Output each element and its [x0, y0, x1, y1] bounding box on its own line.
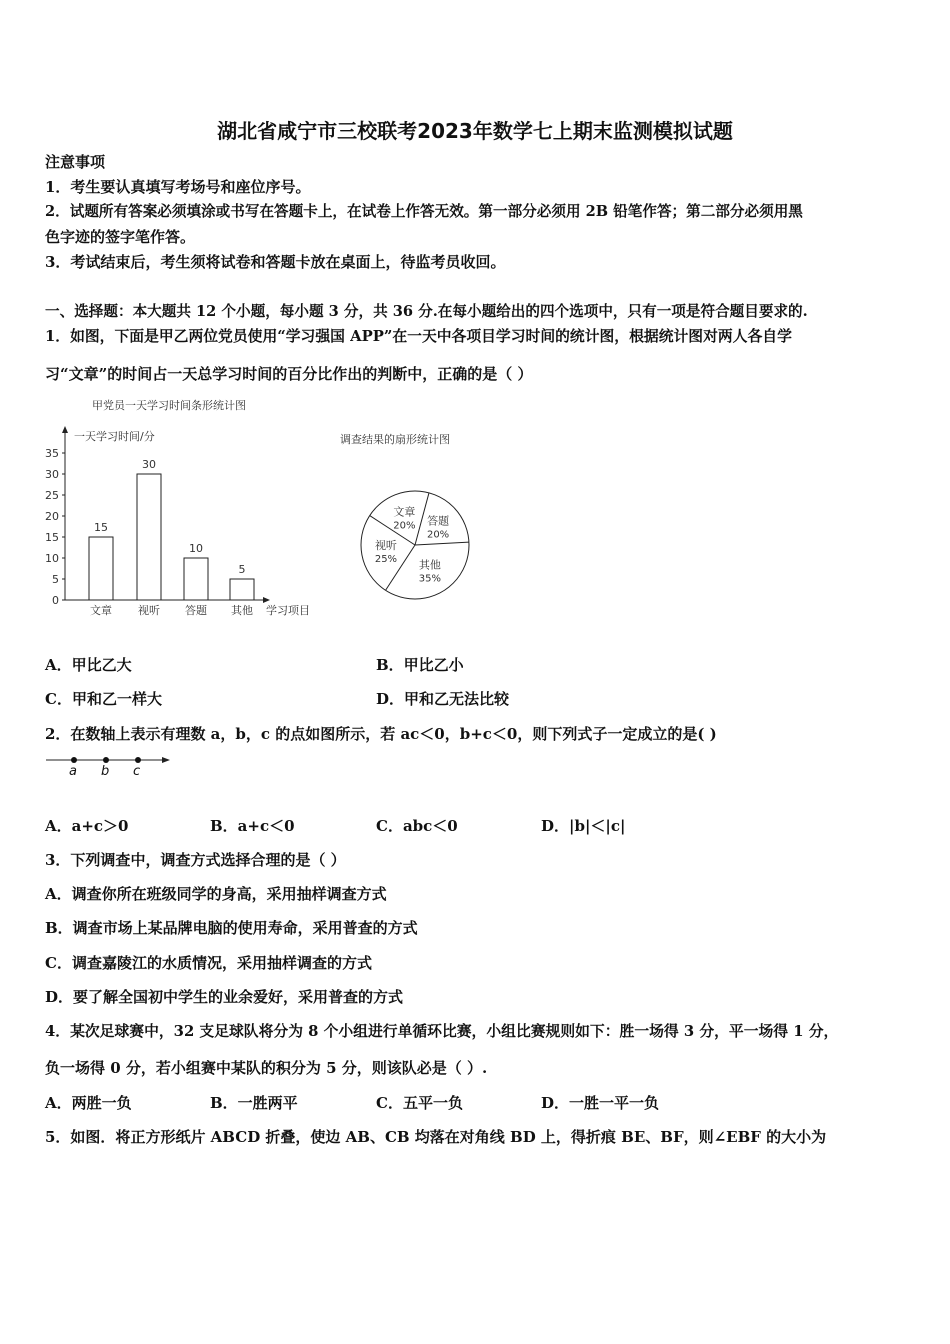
x-tick-label: 其他 [231, 604, 253, 617]
number-line [44, 750, 174, 780]
q5-stem: 5．如图．将正方形纸片 ABCD 折叠，使边 AB、CB 均落在对角线 BD 上，得折痕 BE、BF，则∠EBF 的大小为 [45, 1128, 827, 1146]
pie-slice-label: 答题 [427, 514, 450, 528]
q4-option-d: D．一胜一平一负 [541, 1094, 660, 1112]
q2-stem: 2．在数轴上表示有理数 a，b，c 的点如图所示，若 ac＜0，b+c＜0，则下列式子一定成立的是( ) [45, 725, 717, 743]
notice-heading: 注意事项 [45, 153, 106, 171]
x-tick-label: 答题 [185, 604, 207, 617]
y-axis-arrow [62, 426, 68, 433]
q1-option-b: B．甲比乙小 [376, 656, 464, 674]
section-heading: 一、选择题：本大题共 12 个小题，每小题 3 分，共 36 分.在每小题给出的四个选项中，只有一项是符合题目要求的. [45, 303, 808, 320]
bar-value-label: 5 [238, 563, 246, 576]
pie-slice-pct: 35% [418, 573, 441, 585]
bar [184, 558, 208, 600]
notice-item: 色字迹的签字笔作答。 [45, 228, 196, 246]
bar-chart-ylabel: 一天学习时间/分 [74, 430, 155, 443]
notice-item: 3．考试结束后，考生须将试卷和答题卡放在桌面上，待监考员收回。 [45, 253, 506, 271]
q2-option-b: B．a+c＜0 [210, 817, 295, 835]
pie-chart [355, 485, 475, 605]
y-tick-label: 35 [45, 447, 59, 460]
q3-option-a: A．调查你所在班级同学的身高，采用抽样调查方式 [45, 885, 387, 903]
q4-stem-line2: 负一场得 0 分，若小组赛中某队的积分为 5 分，则该队必是（ ）. [45, 1059, 488, 1077]
bar-chart-title: 甲党员一天学习时间条形统计图 [92, 399, 246, 412]
y-tick-label: 0 [52, 594, 59, 607]
bar-chart [40, 418, 340, 628]
bar [230, 579, 254, 600]
x-tick-label: 文章 [90, 604, 112, 617]
q3-option-d: D．要了解全国初中学生的业余爱好，采用普查的方式 [45, 988, 404, 1006]
pie-slice-pct: 25% [374, 554, 398, 566]
label-b: b [101, 764, 110, 779]
q1-stem-line1: 1．如图，下面是甲乙两位党员使用“学习强国 APP”在一天中各项目学习时间的统计图，根据统计图对两人各自学 [45, 328, 792, 345]
pie-slice-pct: 20% [393, 520, 416, 532]
bar [137, 474, 161, 600]
y-tick-label: 5 [52, 573, 59, 586]
pie-slice-label: 文章 [393, 505, 416, 519]
y-tick-label: 25 [45, 489, 59, 502]
bar [89, 537, 113, 600]
x-axis-arrow [263, 597, 270, 603]
q4-option-a: A．两胜一负 [45, 1094, 132, 1112]
pie-slice-label: 其他 [418, 558, 441, 572]
page-title: 湖北省咸宁市三校联考2023年数学七上期末监测模拟试题 [217, 119, 733, 143]
point-c [135, 757, 141, 763]
q3-stem: 3．下列调查中，调查方式选择合理的是（ ） [45, 851, 346, 869]
q2-option-a: A．a+c＞0 [45, 817, 129, 835]
pie-chart-title: 调查结果的扇形统计图 [340, 433, 450, 446]
q2-option-c: C．abc＜0 [376, 817, 458, 835]
y-tick-label: 10 [45, 552, 59, 565]
q1-option-c: C．甲和乙一样大 [45, 690, 162, 708]
pie-slice-label: 视听 [374, 539, 397, 553]
x-tick-label: 视听 [138, 604, 160, 617]
q4-option-c: C．五平一负 [376, 1094, 463, 1112]
pie-slice-pct: 20% [426, 529, 450, 541]
q2-option-d: D．|b|＜|c| [541, 817, 626, 835]
q3-option-c: C．调查嘉陵江的水质情况，采用抽样调查的方式 [45, 954, 372, 972]
bar-chart-xlabel: 学习项目 [266, 604, 310, 617]
bar-value-label: 30 [142, 458, 156, 471]
notice-item: 2．试题所有答案必须填涂或书写在答题卡上，在试卷上作答无效。第一部分必须用 2B 铅笔作答；第二部分必须用黑 [45, 203, 803, 220]
label-a: a [69, 764, 77, 779]
y-tick-label: 30 [45, 468, 59, 481]
q1-option-a: A．甲比乙大 [45, 656, 132, 674]
q3-option-b: B．调查市场上某品牌电脑的使用寿命，采用普查的方式 [45, 919, 418, 937]
q4-stem-line1: 4．某次足球赛中，32 支足球队将分为 8 个小组进行单循环比赛，小组比赛规则如下：胜一场得 3 分，平一场得 1 分， [45, 1023, 839, 1040]
q1-option-d: D．甲和乙无法比较 [376, 690, 510, 708]
label-c: c [133, 764, 141, 779]
y-tick-label: 20 [45, 510, 59, 523]
q4-option-b: B．一胜两平 [210, 1094, 298, 1112]
point-b [103, 757, 109, 763]
y-tick-label: 15 [45, 531, 59, 544]
point-a [71, 757, 77, 763]
notice-item: 1．考生要认真填写考场号和座位序号。 [45, 178, 311, 196]
q1-stem-line2: 习“文章”的时间占一天总学习时间的百分比作出的判断中，正确的是（ ） [45, 365, 533, 383]
bar-value-label: 15 [94, 521, 108, 534]
bar-value-label: 10 [189, 542, 203, 555]
